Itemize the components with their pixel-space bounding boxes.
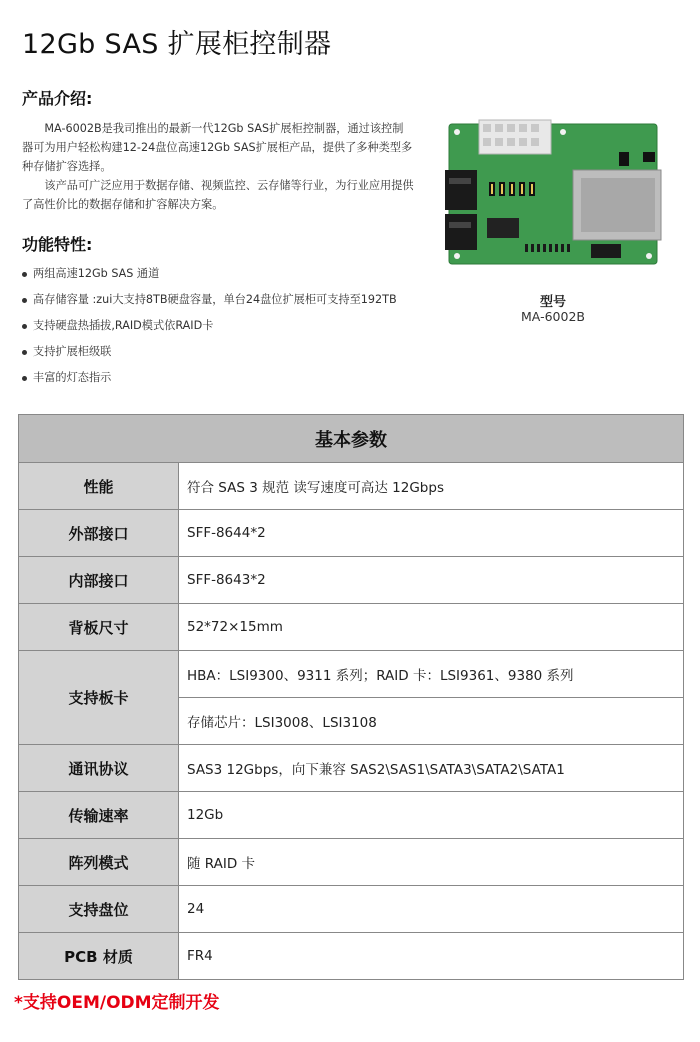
row-value: HBA：LSI9300、9311 系列；RAID 卡：LSI9361、9380 系列 bbox=[179, 651, 684, 698]
feature-list bbox=[22, 264, 397, 394]
row-label: 支持板卡 bbox=[19, 651, 179, 745]
table-row bbox=[19, 886, 684, 933]
row-value: 存储芯片：LSI3008、LSI3108 bbox=[179, 698, 684, 745]
table-row bbox=[19, 604, 684, 651]
bullet-icon bbox=[22, 272, 27, 277]
row-label: 支持盘位 bbox=[19, 886, 179, 933]
table-row bbox=[19, 651, 684, 698]
table-header-row bbox=[19, 415, 684, 463]
row-label: PCB 材质 bbox=[19, 933, 179, 980]
table-row bbox=[19, 745, 684, 792]
features-heading: 功能特性: bbox=[22, 235, 93, 254]
row-label: 性能 bbox=[19, 463, 179, 510]
row-value: SAS3 12Gbps，向下兼容 SAS2\SAS1\SATA3\SATA2\SATA1 bbox=[179, 745, 684, 792]
feature-item bbox=[22, 290, 397, 316]
table-row bbox=[19, 557, 684, 604]
page-title: 12Gb SAS 扩展柜控制器 bbox=[22, 29, 332, 60]
feature-text: 两组高速12Gb SAS 通道 bbox=[33, 267, 160, 280]
row-value: FR4 bbox=[179, 933, 684, 980]
feature-item bbox=[22, 368, 397, 394]
row-value: 24 bbox=[179, 886, 684, 933]
row-value: 52*72×15mm bbox=[179, 604, 684, 651]
table-row bbox=[19, 510, 684, 557]
bullet-icon bbox=[22, 324, 27, 329]
intro-heading: 产品介绍: bbox=[22, 89, 93, 108]
row-label: 阵列模式 bbox=[19, 839, 179, 886]
bullet-icon bbox=[22, 298, 27, 303]
row-value: 12Gb bbox=[179, 792, 684, 839]
feature-text: 支持硬盘热插拔,RAID模式依RAID卡 bbox=[33, 319, 214, 332]
feature-item bbox=[22, 342, 397, 368]
oem-odm-note: *支持OEM/ODM定制开发 bbox=[14, 993, 220, 1013]
feature-text: 丰富的灯态指示 bbox=[33, 371, 112, 384]
parameter-table bbox=[18, 414, 684, 980]
row-label: 内部接口 bbox=[19, 557, 179, 604]
table-row bbox=[19, 933, 684, 980]
row-value: SFF-8644*2 bbox=[179, 510, 684, 557]
row-label: 背板尺寸 bbox=[19, 604, 179, 651]
row-label: 传输速率 bbox=[19, 792, 179, 839]
feature-item bbox=[22, 264, 397, 290]
feature-text: 支持扩展柜级联 bbox=[33, 345, 112, 358]
model-value: MA-6002B bbox=[521, 309, 585, 324]
intro-paragraph: 该产品可广泛应用于数据存储、视频监控、云存储等行业，为行业应用提供了高性价比的数据存储和扩容解决方案。 bbox=[22, 179, 414, 211]
table-row bbox=[19, 792, 684, 839]
intro-text bbox=[22, 119, 414, 214]
bullet-icon bbox=[22, 350, 27, 355]
feature-item bbox=[22, 316, 397, 342]
feature-text: 高存储容量 :zui大支持8TB硬盘容量，单台24盘位扩展柜可支持至192TB bbox=[33, 293, 397, 306]
bullet-icon bbox=[22, 376, 27, 381]
row-value: 随 RAID 卡 bbox=[179, 839, 684, 886]
table-row bbox=[19, 839, 684, 886]
row-label: 通讯协议 bbox=[19, 745, 179, 792]
table-heading: 基本参数 bbox=[19, 415, 684, 463]
row-label: 外部接口 bbox=[19, 510, 179, 557]
row-value: SFF-8643*2 bbox=[179, 557, 684, 604]
model-label: 型号 bbox=[539, 295, 566, 310]
product-board-image bbox=[443, 118, 663, 268]
row-value: 符合 SAS 3 规范 读写速度可高达 12Gbps bbox=[179, 463, 684, 510]
intro-paragraph: MA-6002B是我司推出的最新一代12Gb SAS扩展柜控制器，通过该控制器可为用户轻松构建12-24盘位高速12Gb SAS扩展柜产品，提供了多种类型多种存储扩容选择。 bbox=[22, 122, 413, 173]
table-row bbox=[19, 463, 684, 510]
